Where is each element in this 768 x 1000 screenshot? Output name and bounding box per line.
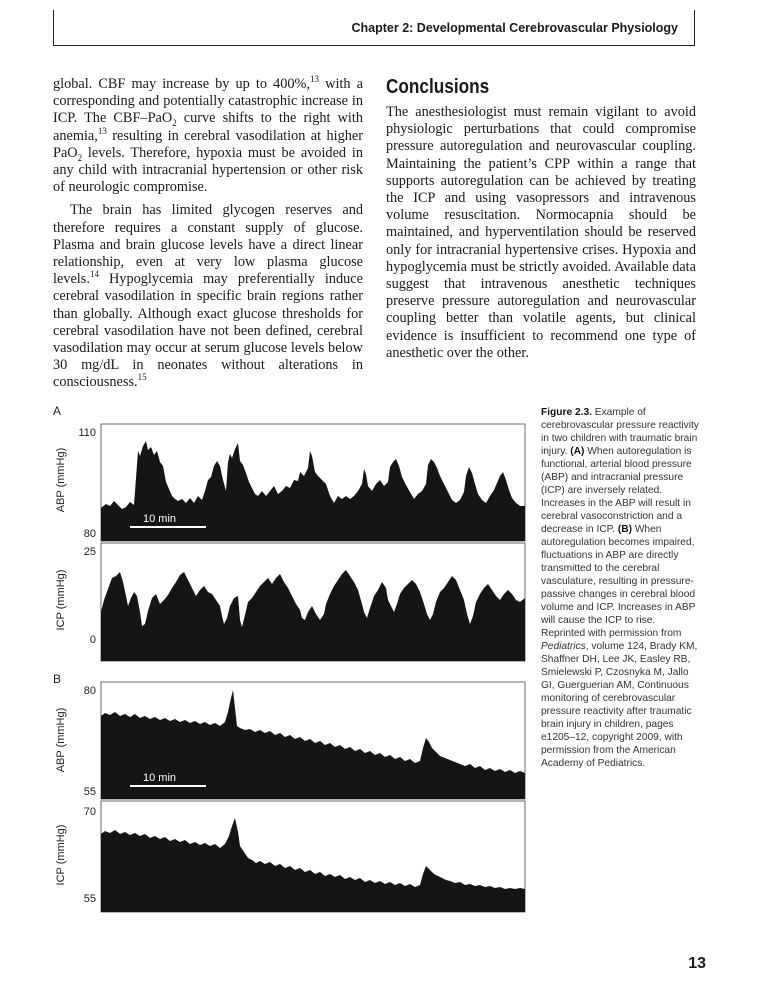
- conclusions-body: The anesthesiologist must remain vigilant to avoid physiologic perturbations that could compromise pressure autoregulation and neurovascular coupling. Maintaining the patient’s CPP within a range that supports autoregulation can be achieved by treating the ICP and using vasopressors and intravenous volume resuscitation. Normocapnia should be maintained, and hyperventilation should be reserved only for intracranial hypertensive crises. Hypoxia and hypoglycemia must be strictly avoided. Available data suggest that intravenous anesthetic techniques preserve pressure autoregulation and neurovascular coupling better than volatile agents, but clinical evidence is insufficient to recommend one type of anesthetic over the other.: [386, 104, 696, 361]
- a-abp-ylabel: ABP (mmHg): [55, 447, 67, 513]
- header-rule-right: [694, 10, 695, 46]
- a-abp-ymin: 80: [83, 528, 96, 540]
- a-icp-ymax: 25: [83, 546, 96, 558]
- left-column: [53, 76, 363, 392]
- panel-b-abp-plot: [55, 682, 525, 799]
- running-head: Chapter 2: Developmental Cerebrovascular Physiology: [351, 21, 678, 35]
- b-abp-scale-bar: [130, 785, 206, 787]
- paragraph-oxygen: global. CBF may increase by up to 400%,$^{13}$ with a corresponding and potentially catastrophic increase in ICP. The CBF–PaO$_2$ curve shifts to the right with anemia,$^{13}$ resulting in cerebral vasodilation at higher PaO$_2$ levels. Therefore, hypoxia must be avoided in any child with intracranial hypertension or other risk of neurologic compromise.: [53, 74, 363, 196]
- b-abp-scale-label: 10 min: [143, 772, 177, 784]
- a-abp-scale-label: 10 min: [143, 513, 177, 525]
- caption-label: Figure 2.3.: [541, 407, 592, 418]
- panel-b-icp-plot: [55, 801, 525, 912]
- right-column: [386, 76, 696, 362]
- panel-b-label: B: [53, 672, 62, 686]
- b-abp-ymin: 55: [83, 786, 96, 798]
- panel-a-label: A: [53, 404, 62, 418]
- b-abp-ylabel: ABP (mmHg): [55, 707, 67, 773]
- b-icp-ymax: 70: [83, 806, 96, 818]
- panel-a-abp-plot: [55, 424, 525, 541]
- a-abp-scale-bar: [130, 526, 206, 528]
- a-icp-ymin: 0: [89, 634, 96, 646]
- paragraph-glucose: The brain has limited glycogen reserves and therefore requires a constant supply of glucose. Plasma and brain glucose levels have a direct linear relationship, even at very low plasma glucose levels.$^{14}$ Hypoglycemia may preferentially induce cerebral vasodilation in specific brain regions rather than globally. Although exact glucose thresholds for cerebral vasodilation have not been defined, cerebral vasodilation may occur at serum glucose levels below 30 mg/dL in neonates without alterations in consciousness.$^{15}$: [53, 202, 363, 391]
- b-icp-ymin: 55: [83, 893, 96, 905]
- figure-caption: Figure 2.3. Example of cerebrovascular pressure reactivity in two children with traumatic brain injury. (A) When autoregulation is functional, arterial blood pressure (ABP) and intracranial pressure (ICP) are inversely related. Increases in the ABP will result in cerebral vasoconstriction and a decrease in ICP. (B) When autoregulation becomes impaired, fluctuations in ABP are directly transmitted to the cerebral vasculature, resulting in pressure-passive changes in cerebral blood volume and ICP. Increases in ABP will cause the ICP to rise. Reprinted with permission from Pediatrics, volume 124, Brady KM, Shaffner DH, Lee JK, Easley RB, Smielewski P, Czosnyka M, Jallo GI, Guerguerian AM, Continuous monitoring of cerebrovascular pressure reactivity after traumatic brain injury in children, pages e1205–12, copyright 2009, with permission from the American Academy of Pediatrics.: [541, 407, 699, 769]
- header-rule: [53, 45, 695, 46]
- header-rule-left: [53, 10, 54, 46]
- b-icp-ylabel: ICP (mmHg): [55, 824, 67, 886]
- section-heading: Conclusions: [386, 76, 490, 98]
- panel-a-icp-plot: [55, 543, 525, 661]
- page-number: 13: [688, 955, 706, 972]
- a-icp-ylabel: ICP (mmHg): [55, 569, 67, 631]
- figure-2-3: [0, 395, 540, 915]
- b-icp-trace: [101, 818, 525, 912]
- a-abp-ymax: 110: [78, 427, 96, 439]
- b-abp-ymax: 80: [83, 685, 96, 697]
- a-icp-trace: [101, 570, 525, 661]
